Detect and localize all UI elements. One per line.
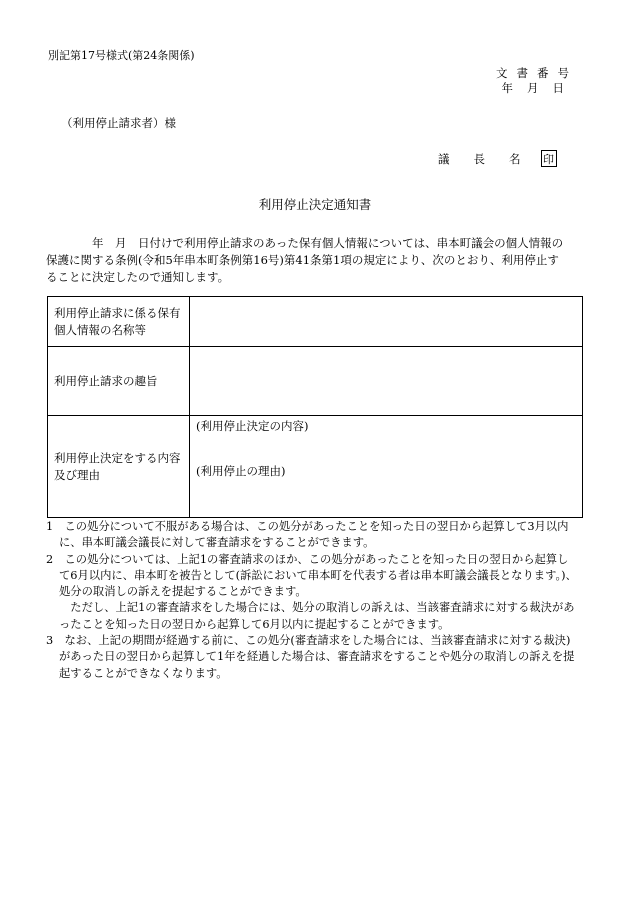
note-3: 3 なお、上記の期間が経過する前に、この処分(審査請求をした場合には、当該審査請求に対する裁決) があった日の翌日から起算して1年を経過した場合は、審査請求をすることや処分の取消しの訴えを提 起することができなくなります。 (46, 634, 575, 680)
table-row (48, 416, 583, 518)
recipient-label: （利用停止請求者）様 (61, 116, 176, 130)
chair-signature-row (438, 150, 557, 167)
decision-table (47, 296, 583, 518)
table-row (48, 347, 583, 416)
value-request-purpose (190, 347, 583, 416)
decision-content-heading: (利用停止決定の内容) (196, 419, 309, 433)
body-line: 保護に関する条例(令和5年串本町条例第16号)第41条第1項の規定により、次のとおり、利用停止す (46, 253, 559, 267)
form-number: 別記第17号様式(第24条関係) (48, 49, 195, 62)
value-personal-info-name (190, 297, 583, 347)
table-row (48, 297, 583, 347)
document-title: 利用停止決定通知書 (258, 197, 372, 212)
chair-name-label: 議長名 (438, 151, 545, 166)
date-label: 年月日 (501, 81, 578, 95)
notes-section (46, 519, 586, 682)
body-line: ることに決定したので通知します。 (46, 270, 230, 284)
note-2: 2 この処分については、上記1の審査請求のほか、この処分があったことを知った日の翌日から起算し て6月以内に、串本町を被告として(訴訟において串本町を代表する者は串本町議会議長となります。)、 処分の取消しの訴えを提起することができます。 ただし、上記1の審査請求をした場合には、処分の取消しの訴えは、当該審査請求に対する裁決があ ったことを知った日の翌日から起算して6月以内に提起することができます。 (46, 552, 577, 631)
label-personal-info-name: 利用停止請求に係る保有 個人情報の名称等 (48, 297, 190, 347)
body-line: 年 月 日付けで利用停止請求のあった保有個人情報については、串本町議会の個人情報の (46, 236, 564, 250)
note-1: 1 この処分について不服がある場合は、この処分があったことを知った日の翌日から起算して3月以内 に、串本町議会議長に対して審査請求をすることができます。 (46, 520, 569, 550)
label-decision-content-reason: 利用停止決定をする内容 及び理由 (48, 416, 190, 518)
seal-icon: 印 (541, 150, 557, 167)
body-paragraph (46, 235, 582, 286)
decision-reason-heading: (利用停止の理由) (196, 464, 286, 478)
document-number-label: 文書番号 (496, 66, 578, 80)
label-request-purpose: 利用停止請求の趣旨 (48, 347, 190, 416)
value-decision-content-reason (190, 416, 583, 518)
